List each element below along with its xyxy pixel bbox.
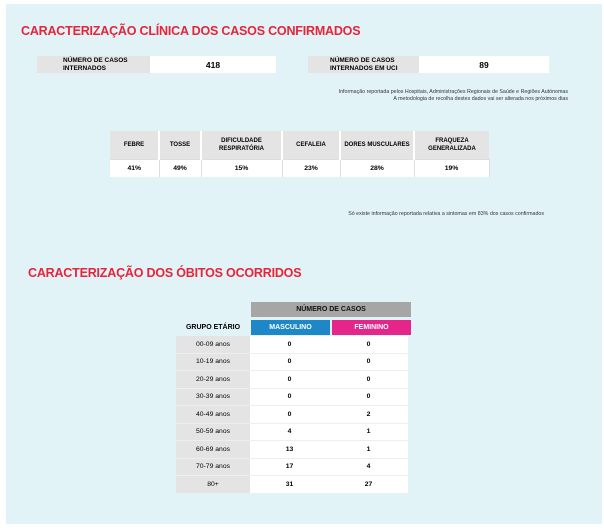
table-row (176, 388, 408, 406)
clinical-title: CARACTERIZAÇÃO CLÍNICA DOS CASOS CONFIRMADOS (21, 24, 361, 38)
reporting-note (339, 89, 568, 103)
icu-label: NÚMERO DE CASOS INTERNADOS EM UCI (308, 56, 419, 73)
reporting-note-line2: A metodologia de recolha destes dados vai ser alterada nos próximos dias (393, 96, 568, 102)
age-group: 30-39 anos (176, 388, 250, 406)
table-row (176, 458, 408, 476)
hospitalized-box (37, 56, 276, 73)
female-count: 1 (329, 441, 408, 459)
male-count: 4 (250, 423, 329, 441)
age-group: 80+ (176, 476, 250, 493)
symptom-header: DIFICULDADE RESPIRATÓRIA (201, 131, 282, 160)
female-count: 1 (329, 423, 408, 441)
age-group: 00-09 anos (176, 336, 250, 353)
symptoms-note: Só existe informação reportada relativa a sintomas em 83% dos casos confirmados (348, 211, 544, 217)
female-count: 0 (329, 388, 408, 406)
age-group: 60-69 anos (176, 441, 250, 459)
female-header: FEMININO (332, 320, 411, 335)
symptom-header: TOSSE (159, 131, 201, 160)
table-row (176, 371, 408, 389)
age-group: 20-29 anos (176, 371, 250, 389)
deaths-table (176, 336, 408, 493)
table-row (176, 353, 408, 371)
reporting-note-line1: Informação reportada pelos Hospitais, Administrações Regionais de Saúde e Regiões Autónomas (338, 89, 568, 95)
report-page (6, 4, 602, 524)
male-count: 0 (250, 406, 329, 424)
cases-header: NÚMERO DE CASOS (251, 302, 411, 317)
male-count: 31 (250, 476, 329, 493)
age-group: 50-59 anos (176, 423, 250, 441)
male-count: 0 (250, 388, 329, 406)
symptom-value: 28% (340, 160, 414, 178)
table-row (176, 336, 408, 353)
male-count: 17 (250, 458, 329, 476)
female-count: 0 (329, 371, 408, 389)
age-group-header: GRUPO ETÁRIO (185, 324, 241, 331)
hospitalized-value: 418 (150, 56, 276, 73)
symptom-header: DORES MUSCULARES (340, 131, 414, 160)
hospitalized-label: NÚMERO DE CASOS INTERNADOS (37, 56, 150, 73)
icu-box (308, 56, 549, 73)
symptoms-table (110, 131, 490, 177)
symptom-value: 41% (110, 160, 159, 178)
male-count: 13 (250, 441, 329, 459)
male-header: MASCULINO (251, 320, 330, 335)
table-row (176, 423, 408, 441)
symptom-value: 19% (414, 160, 489, 178)
icu-value: 89 (419, 56, 549, 73)
age-group: 40-49 anos (176, 406, 250, 424)
table-row (176, 406, 408, 424)
symptom-header: FRAQUEZA GENERALIZADA (414, 131, 489, 160)
table-row (176, 441, 408, 459)
symptom-value: 23% (282, 160, 340, 178)
female-count: 27 (329, 476, 408, 493)
symptom-value: 15% (201, 160, 282, 178)
deaths-title: CARACTERIZAÇÃO DOS ÓBITOS OCORRIDOS (28, 266, 302, 280)
symptom-value: 49% (159, 160, 201, 178)
male-count: 0 (250, 371, 329, 389)
age-group: 70-79 anos (176, 458, 250, 476)
female-count: 4 (329, 458, 408, 476)
male-count: 0 (250, 353, 329, 371)
table-row (176, 476, 408, 493)
age-group: 10-19 anos (176, 353, 250, 371)
symptom-header: FEBRE (110, 131, 159, 160)
symptom-header: CEFALEIA (282, 131, 340, 160)
female-count: 2 (329, 406, 408, 424)
female-count: 0 (329, 353, 408, 371)
female-count: 0 (329, 336, 408, 353)
male-count: 0 (250, 336, 329, 353)
